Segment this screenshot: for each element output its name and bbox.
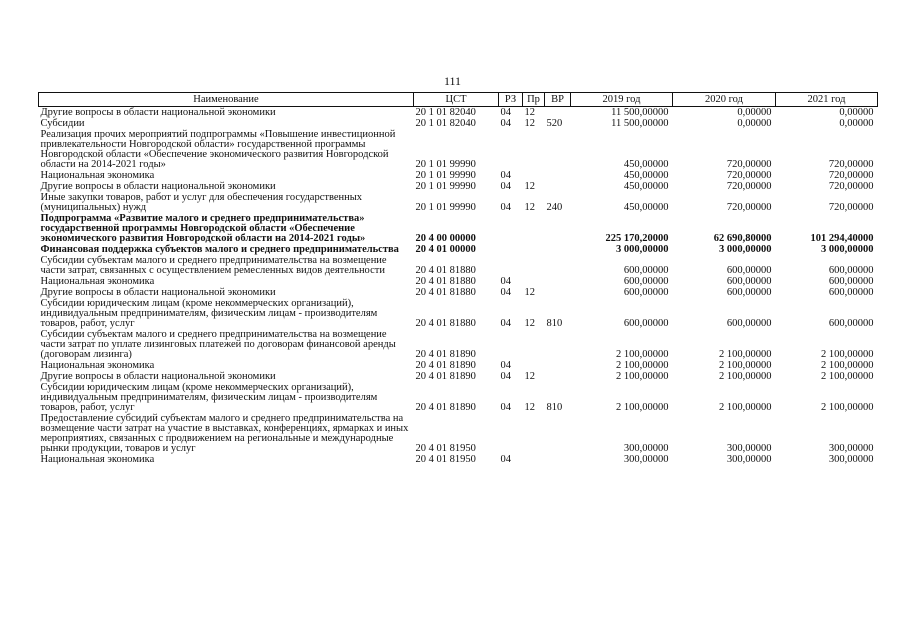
cell-vr	[545, 255, 571, 276]
cell-vr: 810	[546, 402, 563, 413]
cell-vr	[545, 413, 571, 454]
cell-cst: 20 4 01 81890	[415, 349, 476, 360]
cell-2019: 600,00000	[623, 265, 669, 276]
cell-2021: 0,00000	[839, 107, 874, 118]
cell-rz: 04	[500, 318, 511, 329]
cell-name: Субсидии	[40, 118, 85, 129]
cell-vr: 810	[546, 318, 563, 329]
cell-2019: 2 100,00000	[616, 349, 669, 360]
cell-2019: 2 100,00000	[616, 402, 669, 413]
cell-rz: 04	[500, 107, 511, 118]
cell-pr: 12	[524, 118, 535, 129]
header-2019: 2019 год	[571, 93, 673, 107]
cell-rz: 04	[500, 402, 511, 413]
cell-pr: 12	[524, 202, 535, 213]
cell-name: Национальная экономика	[40, 360, 155, 371]
cell-pr: 12	[524, 318, 535, 329]
cell-2019: 3 000,00000	[616, 244, 669, 255]
table-row	[39, 276, 878, 287]
cell-2019: 450,00000	[623, 181, 669, 192]
cell-2019: 225 170,20000	[605, 233, 669, 244]
cell-2021: 300,00000	[828, 454, 874, 465]
cell-2020: 300,00000	[726, 443, 772, 454]
cell-pr: 12	[524, 287, 535, 298]
cell-name: Предоставление субсидий субъектам малого и среднего предпринимательства на возмещение части затрат на участие в выставках, конференциях, ярмарках и иных мероприятиях, связанных с продвижением на региональные и международные рынки продукции, товаров и услуг	[40, 413, 409, 454]
cell-rz	[499, 129, 523, 170]
cell-2019: 300,00000	[623, 443, 669, 454]
cell-2020: 2 100,00000	[719, 349, 772, 360]
cell-name: Подпрограмма «Развитие малого и среднего предпринимательства» государственной программы Новгородской области «Обеспечение экономического развития Новгородской области на 2014-2021 годы»	[40, 213, 366, 244]
cell-2019: 600,00000	[623, 276, 669, 287]
header-2020: 2020 год	[673, 93, 776, 107]
cell-cst: 20 1 01 99990	[415, 181, 476, 192]
cell-2021: 720,00000	[828, 170, 874, 181]
cell-2020: 600,00000	[726, 276, 772, 287]
page-number: 111	[443, 74, 462, 88]
cell-rz: 04	[500, 454, 511, 465]
table-row	[39, 213, 878, 244]
cell-pr: 12	[524, 107, 535, 118]
cell-pr	[523, 329, 545, 360]
cell-vr	[545, 170, 571, 181]
cell-vr	[545, 181, 571, 192]
cell-cst: 20 4 01 81880	[415, 318, 476, 329]
cell-pr	[523, 360, 545, 371]
table-row	[39, 107, 878, 119]
cell-name: Реализация прочих мероприятий подпрограммы «Повышение инвестиционной привлекательности Новгородской области» государственной программы Новгородской области «Обеспечение экономического развития Новгородской области на 2014-2021 годы»	[40, 129, 396, 170]
cell-2021: 600,00000	[828, 287, 874, 298]
cell-2021: 720,00000	[828, 181, 874, 192]
header-name: Наименование	[39, 93, 414, 107]
cell-name: Иные закупки товаров, работ и услуг для обеспечения государственных (муниципальных) нужд	[40, 192, 363, 213]
table-row	[39, 413, 878, 454]
cell-rz	[499, 244, 523, 255]
cell-2020: 2 100,00000	[719, 371, 772, 382]
cell-cst: 20 4 01 81890	[415, 371, 476, 382]
cell-2021: 600,00000	[828, 276, 874, 287]
cell-2019: 11 500,00000	[611, 118, 669, 129]
cell-pr	[523, 413, 545, 454]
budget-table	[38, 92, 878, 465]
cell-2021: 300,00000	[828, 443, 874, 454]
cell-vr: 240	[546, 202, 563, 213]
cell-rz	[499, 255, 523, 276]
cell-cst: 20 4 01 81950	[415, 443, 476, 454]
cell-vr	[545, 360, 571, 371]
cell-vr	[545, 454, 571, 465]
cell-2020: 0,00000	[737, 118, 772, 129]
table-row	[39, 255, 878, 276]
cell-2020: 600,00000	[726, 287, 772, 298]
header-row	[39, 93, 878, 107]
table-row	[39, 192, 878, 213]
cell-pr	[523, 454, 545, 465]
cell-2019: 450,00000	[623, 202, 669, 213]
cell-name: Национальная экономика	[40, 454, 155, 465]
cell-2019: 600,00000	[623, 318, 669, 329]
table-header	[39, 93, 878, 107]
table-row	[39, 170, 878, 181]
cell-rz: 04	[500, 170, 511, 181]
cell-2021: 3 000,00000	[821, 244, 874, 255]
header-2021: 2021 год	[776, 93, 878, 107]
cell-2020: 720,00000	[726, 170, 772, 181]
cell-vr	[545, 276, 571, 287]
cell-2020: 62 690,80000	[713, 233, 772, 244]
cell-2020: 600,00000	[726, 265, 772, 276]
cell-name: Другие вопросы в области национальной экономики	[40, 181, 276, 192]
table-body	[39, 107, 878, 466]
cell-2021: 2 100,00000	[821, 371, 874, 382]
cell-2019: 450,00000	[623, 159, 669, 170]
cell-2019: 600,00000	[623, 287, 669, 298]
cell-2020: 720,00000	[726, 202, 772, 213]
cell-2019: 11 500,00000	[611, 107, 669, 118]
table-row	[39, 329, 878, 360]
cell-name: Другие вопросы в области национальной экономики	[40, 371, 276, 382]
cell-name: Национальная экономика	[40, 170, 155, 181]
cell-2020: 2 100,00000	[719, 402, 772, 413]
cell-2021: 720,00000	[828, 202, 874, 213]
cell-name: Другие вопросы в области национальной экономики	[40, 287, 276, 298]
cell-2019: 2 100,00000	[616, 360, 669, 371]
cell-cst: 20 4 01 00000	[415, 244, 476, 255]
cell-cst: 20 4 00 00000	[415, 233, 476, 244]
cell-rz: 04	[500, 202, 511, 213]
cell-vr	[545, 287, 571, 298]
header-pr: Пр	[523, 93, 545, 107]
cell-pr: 12	[524, 402, 535, 413]
cell-cst: 20 1 01 82040	[415, 118, 476, 129]
cell-2020: 720,00000	[726, 159, 772, 170]
cell-cst: 20 1 01 99990	[415, 202, 476, 213]
cell-rz: 04	[500, 118, 511, 129]
header-cst: ЦСТ	[414, 93, 499, 107]
table-row	[39, 382, 878, 413]
cell-name: Субсидии юридическим лицам (кроме некоммерческих организаций), индивидуальным предпринимателям, физическим лицам - производителям товаров, работ, услуг	[40, 382, 378, 413]
cell-name: Субсидии субъектам малого и среднего предпринимательства на возмещение части затрат по уплате лизинговых платежей по договорам финансовой аренды (договорам лизинга)	[40, 329, 396, 360]
cell-2020: 2 100,00000	[719, 360, 772, 371]
cell-2021: 600,00000	[828, 265, 874, 276]
cell-cst: 20 4 01 81880	[415, 265, 476, 276]
cell-vr	[545, 244, 571, 255]
table-row	[39, 360, 878, 371]
header-vr: ВР	[545, 93, 571, 107]
table-row	[39, 244, 878, 255]
cell-rz: 04	[500, 276, 511, 287]
cell-2021: 101 294,40000	[810, 233, 874, 244]
table-row	[39, 129, 878, 170]
cell-cst: 20 4 01 81890	[415, 360, 476, 371]
cell-vr	[545, 329, 571, 360]
cell-rz: 04	[500, 181, 511, 192]
cell-rz: 04	[500, 287, 511, 298]
cell-2020: 600,00000	[726, 318, 772, 329]
cell-pr	[523, 129, 545, 170]
cell-pr	[523, 244, 545, 255]
table-row	[39, 287, 878, 298]
table-row	[39, 118, 878, 129]
cell-rz	[499, 213, 523, 244]
cell-2020: 0,00000	[737, 107, 772, 118]
cell-cst: 20 4 01 81880	[415, 287, 476, 298]
cell-cst: 20 1 01 99990	[415, 170, 476, 181]
cell-2019: 300,00000	[623, 454, 669, 465]
cell-rz: 04	[500, 360, 511, 371]
cell-2021: 2 100,00000	[821, 402, 874, 413]
cell-cst: 20 4 01 81950	[415, 454, 476, 465]
cell-2020: 300,00000	[726, 454, 772, 465]
cell-rz	[499, 329, 523, 360]
cell-2019: 2 100,00000	[616, 371, 669, 382]
table-row	[39, 371, 878, 382]
cell-cst: 20 1 01 99990	[415, 159, 476, 170]
cell-name: Субсидии субъектам малого и среднего предпринимательства на возмещение части затрат, связанных с осуществлением ремесленных видов деятельности	[40, 255, 387, 276]
cell-vr	[545, 213, 571, 244]
cell-pr	[523, 276, 545, 287]
cell-2021: 600,00000	[828, 318, 874, 329]
cell-2021: 2 100,00000	[821, 360, 874, 371]
cell-rz	[499, 413, 523, 454]
cell-vr: 520	[546, 118, 563, 129]
cell-2021: 0,00000	[839, 118, 874, 129]
cell-name: Финансовая поддержка субъектов малого и среднего предпринимательства	[40, 244, 399, 255]
cell-2020: 3 000,00000	[719, 244, 772, 255]
cell-vr	[545, 371, 571, 382]
cell-cst: 20 1 01 82040	[415, 107, 476, 118]
cell-2021: 2 100,00000	[821, 349, 874, 360]
cell-name: Другие вопросы в области национальной экономики	[40, 107, 276, 118]
cell-pr	[523, 255, 545, 276]
cell-name: Национальная экономика	[40, 276, 155, 287]
cell-cst: 20 4 01 81890	[415, 402, 476, 413]
cell-2020: 720,00000	[726, 181, 772, 192]
cell-pr: 12	[524, 371, 535, 382]
cell-pr	[523, 170, 545, 181]
table-row	[39, 181, 878, 192]
cell-pr	[523, 213, 545, 244]
cell-pr: 12	[524, 181, 535, 192]
cell-name: Субсидии юридическим лицам (кроме некоммерческих организаций), индивидуальным предпринимателям, физическим лицам - производителям товаров, работ, услуг	[40, 298, 378, 329]
table-row	[39, 454, 878, 465]
cell-2019: 450,00000	[623, 170, 669, 181]
cell-rz: 04	[500, 371, 511, 382]
cell-vr	[545, 129, 571, 170]
cell-cst: 20 4 01 81880	[415, 276, 476, 287]
header-rz: РЗ	[499, 93, 523, 107]
cell-2021: 720,00000	[828, 159, 874, 170]
cell-vr	[545, 107, 571, 119]
table-row	[39, 298, 878, 329]
